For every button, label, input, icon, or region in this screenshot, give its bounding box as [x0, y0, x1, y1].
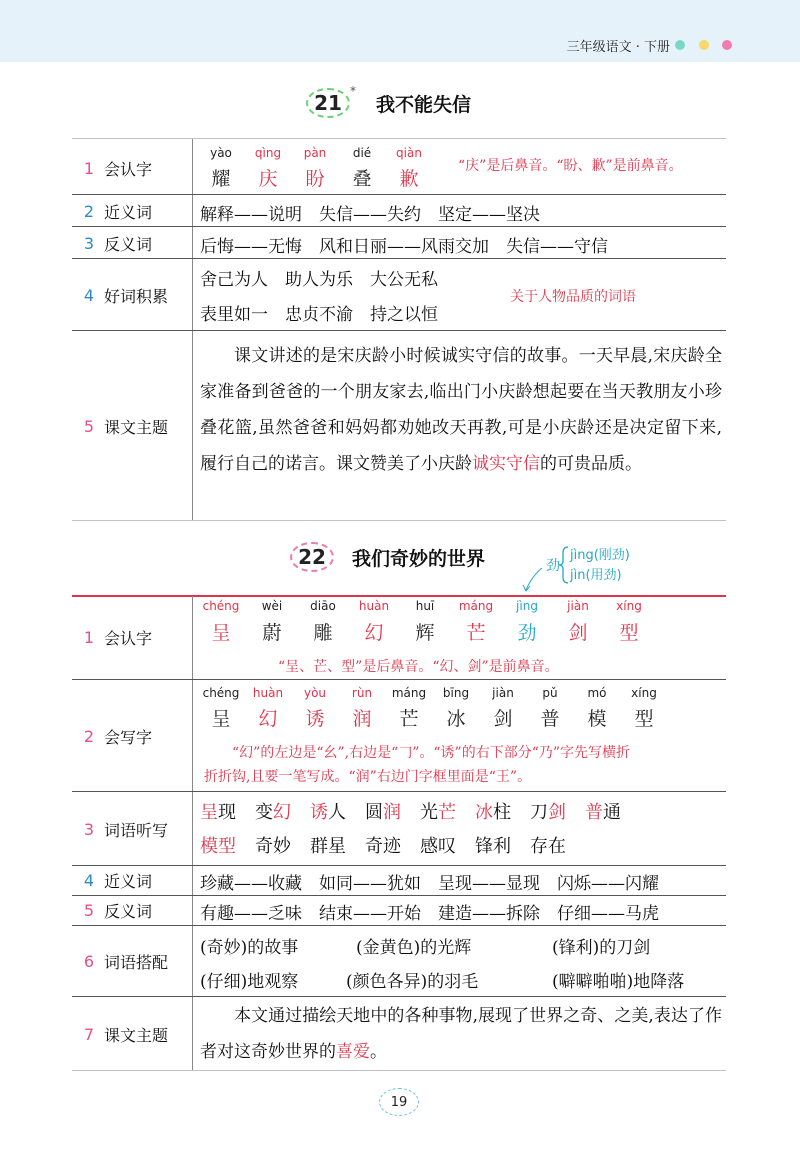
dictation-segment: 模型	[200, 836, 236, 857]
hanzi: 幻	[364, 622, 384, 644]
good-words-line2: 表里如一 忠贞不渝 持之以恒	[200, 305, 438, 325]
synonyms-text: 珍藏——收藏 如同——犹如 呈现——显现 闪烁——闪耀	[200, 874, 659, 894]
dictation-word	[310, 802, 346, 823]
dictation-word	[255, 802, 291, 823]
dictation-word	[475, 836, 511, 857]
collocation-item: (锋利)的刀剑	[552, 938, 651, 958]
lesson-number-badge	[306, 84, 356, 118]
dictation-segment: 现	[218, 802, 236, 823]
dictation-segment: 柱	[493, 802, 511, 823]
hanzi: 劲	[517, 622, 537, 644]
row-label-antonyms: 5 反义词	[83, 900, 153, 921]
hanzi: 型	[619, 622, 639, 644]
dictation-segment: 芒	[438, 802, 456, 823]
dictation-segment: 润	[383, 802, 401, 823]
hanzi: 冰	[446, 708, 466, 730]
star-mark: *	[350, 84, 356, 98]
hanzi: 叠	[352, 168, 372, 190]
hanzi: 芒	[399, 708, 419, 730]
pinyin: jìng	[516, 599, 538, 613]
pinyin: huàn	[252, 686, 284, 700]
dictation-word	[530, 802, 566, 823]
row-label-dictation: 3 词语听写	[83, 819, 169, 840]
row-label-collocation: 6 词语搭配	[83, 951, 169, 972]
collocation-item: (奇妙)的故事	[200, 938, 299, 958]
pinyin: chéng	[202, 686, 240, 700]
table-rule	[72, 226, 726, 227]
pinyin: mó	[587, 686, 607, 700]
polyphone-reading-2: jìn(用劲)	[570, 568, 622, 583]
table-rule	[72, 996, 726, 997]
pinyin: jiàn	[492, 686, 514, 700]
row-label-write: 2 会写字	[83, 726, 153, 747]
lesson-number: 22	[298, 545, 326, 569]
theme-highlight: 喜爱	[336, 1042, 370, 1062]
polyphone-char: 劲	[546, 558, 560, 574]
lesson-title: 我们奇妙的世界	[352, 547, 486, 570]
pinyin: pàn	[303, 146, 327, 160]
pinyin: máng	[458, 599, 494, 613]
arrow-icon	[520, 566, 544, 594]
dot-teal-icon	[675, 40, 685, 50]
hanzi: 型	[634, 708, 654, 730]
pinyin: qiàn	[396, 146, 422, 160]
pinyin: bīng	[442, 686, 470, 700]
hanzi: 庆	[258, 168, 278, 190]
hanzi: 呈	[211, 622, 231, 644]
polyphone-reading-1: jìng(刚劲)	[570, 548, 630, 563]
hanzi: 芒	[466, 622, 486, 644]
dot-pink-icon	[722, 40, 732, 50]
dictation-segment: 人	[328, 802, 346, 823]
table-rule	[72, 258, 726, 259]
hanzi: 剑	[568, 622, 588, 644]
pinyin: huī	[415, 599, 435, 613]
good-words-note: 关于人物品质的词语	[510, 289, 636, 305]
dictation-word	[530, 836, 566, 857]
dictation-segment: 变	[255, 802, 273, 823]
lesson-21-header	[306, 84, 472, 118]
pronunciation-note: “庆”是后鼻音。“盼、歉”是前鼻音。	[458, 158, 683, 174]
lesson-22-header	[290, 542, 485, 572]
dictation-segment: 刀	[530, 802, 548, 823]
dictation-word	[475, 802, 511, 823]
hanzi: 耀	[211, 168, 231, 190]
theme-paragraph: 本文通过描绘天地中的各种事物,展现了世界之奇、之美,表达了作者对这奇妙世界的喜爱。	[200, 1006, 722, 1062]
lesson-number-badge	[290, 542, 334, 572]
writing-note-line1: “幻”的左边是“幺”,右边是“𠃌”。“诱”的右下部分“乃”字先写横折	[232, 745, 631, 761]
collocation-item: (颜色各异)的羽毛	[346, 972, 479, 992]
antonyms-text: 后悔——无悔 风和日丽——风雨交加 失信——守信	[200, 237, 608, 257]
hanzi: 歉	[399, 168, 419, 190]
pinyin: xíng	[616, 599, 642, 613]
collocation-item: (噼噼啪啪)地降落	[552, 972, 685, 992]
pinyin: wèi	[261, 599, 283, 613]
writing-note-line2: 折折钩,且要一笔写成。“润”右边门字框里面是“王”。	[204, 769, 532, 785]
table-rule	[72, 791, 726, 792]
table-rule	[72, 520, 726, 521]
hanzi: 诱	[305, 708, 325, 730]
pinyin: yòu	[303, 686, 327, 700]
page-number: 19	[379, 1088, 419, 1116]
row-label-theme: 7 课文主题	[83, 1024, 169, 1045]
dictation-word	[200, 802, 236, 823]
row-label-recognize: 1 会认字	[83, 158, 153, 179]
column-divider	[192, 596, 193, 1070]
pinyin: xíng	[631, 686, 657, 700]
dictation-segment: 剑	[548, 802, 566, 823]
dictation-word	[420, 802, 456, 823]
dictation-word	[200, 836, 236, 857]
hanzi: 蔚	[262, 622, 282, 644]
dictation-segment: 冰	[475, 802, 493, 823]
dictation-word	[310, 836, 346, 857]
pinyin: jiàn	[567, 599, 589, 613]
row-label-recognize: 1 会认字	[83, 627, 153, 648]
theme-paragraph: 课文讲述的是宋庆龄小时候诚实守信的故事。一天早晨,宋庆龄全家准备到爸爸的一个朋友家去,临出门小庆龄想起要在当天教朋友小珍叠花篮,虽然爸爸和妈妈都劝她改天再教,可是小庆龄还是决定留下来,履行自己的诺言。课文赞美了小庆龄诚实守信的可贵品质。	[200, 346, 722, 474]
row-label-theme: 5 课文主题	[83, 416, 169, 437]
pinyin: yào	[210, 146, 232, 160]
dictation-segment: 锋利	[475, 836, 511, 857]
pinyin: pǔ	[542, 686, 558, 700]
dictation-word	[365, 802, 401, 823]
dictation-segment: 诱	[310, 802, 328, 823]
dictation-segment: 普	[585, 802, 603, 823]
table-rule	[72, 679, 726, 680]
dictation-segment: 光	[420, 802, 438, 823]
pinyin: qìng	[254, 146, 282, 160]
dictation-segment: 呈	[200, 802, 218, 823]
row-label-synonyms: 4 近义词	[83, 870, 153, 891]
pronunciation-note: “呈、芒、型”是后鼻音。“幻、剑”是前鼻音。	[278, 659, 559, 675]
synonyms-text: 解释——说明 失信——失约 坚定——坚决	[200, 205, 540, 225]
hanzi: 呈	[211, 708, 231, 730]
table-rule	[72, 1070, 726, 1071]
lesson-title: 我不能失信	[376, 93, 472, 116]
hanzi: 普	[540, 708, 560, 730]
collocation-item: (仔细)地观察	[200, 972, 299, 992]
good-words-line1: 舍己为人 助人为乐 大公无私	[200, 270, 438, 290]
dictation-segment: 幻	[273, 802, 291, 823]
dictation-segment: 群星	[310, 836, 346, 857]
dot-yellow-icon	[699, 40, 709, 50]
pinyin: rùn	[351, 686, 373, 700]
table-rule	[72, 194, 726, 195]
hanzi: 剑	[493, 708, 513, 730]
header-bar	[0, 0, 800, 62]
dictation-segment: 通	[603, 802, 621, 823]
dictation-segment: 存在	[530, 836, 566, 857]
dictation-line2	[200, 832, 585, 858]
row-label-good-words: 4 好词积累	[83, 285, 169, 306]
pinyin: diāo	[310, 599, 336, 613]
pinyin: dié	[352, 146, 372, 160]
dictation-word	[255, 836, 291, 857]
dictation-line1	[200, 798, 640, 824]
collocation-item: (金黄色)的光辉	[356, 938, 472, 958]
hanzi: 辉	[415, 622, 435, 644]
grade-tag: 三年级语文 · 下册	[566, 40, 670, 55]
pinyin: huàn	[358, 599, 390, 613]
dictation-word	[420, 836, 456, 857]
hanzi: 幻	[258, 708, 278, 730]
dictation-segment: 感叹	[420, 836, 456, 857]
lesson-number: 21	[314, 91, 342, 115]
dictation-segment: 奇迹	[365, 836, 401, 857]
antonyms-text: 有趣——乏味 结束——开始 建造——拆除 仔细——马虎	[200, 904, 659, 924]
dictation-segment: 圆	[365, 802, 383, 823]
pinyin: chéng	[202, 599, 240, 613]
table-rule	[72, 138, 726, 139]
table-rule	[72, 330, 726, 331]
hanzi: 盼	[305, 168, 325, 190]
dictation-word	[365, 836, 401, 857]
theme-highlight: 诚实守信	[472, 454, 540, 474]
pinyin: máng	[391, 686, 427, 700]
row-label-synonyms: 2 近义词	[83, 201, 153, 222]
dictation-segment: 奇妙	[255, 836, 291, 857]
hanzi: 雕	[313, 622, 333, 644]
hanzi: 润	[352, 708, 372, 730]
row-label-antonyms: 3 反义词	[83, 233, 153, 254]
dictation-word	[585, 802, 621, 823]
hanzi: 模	[587, 708, 607, 730]
